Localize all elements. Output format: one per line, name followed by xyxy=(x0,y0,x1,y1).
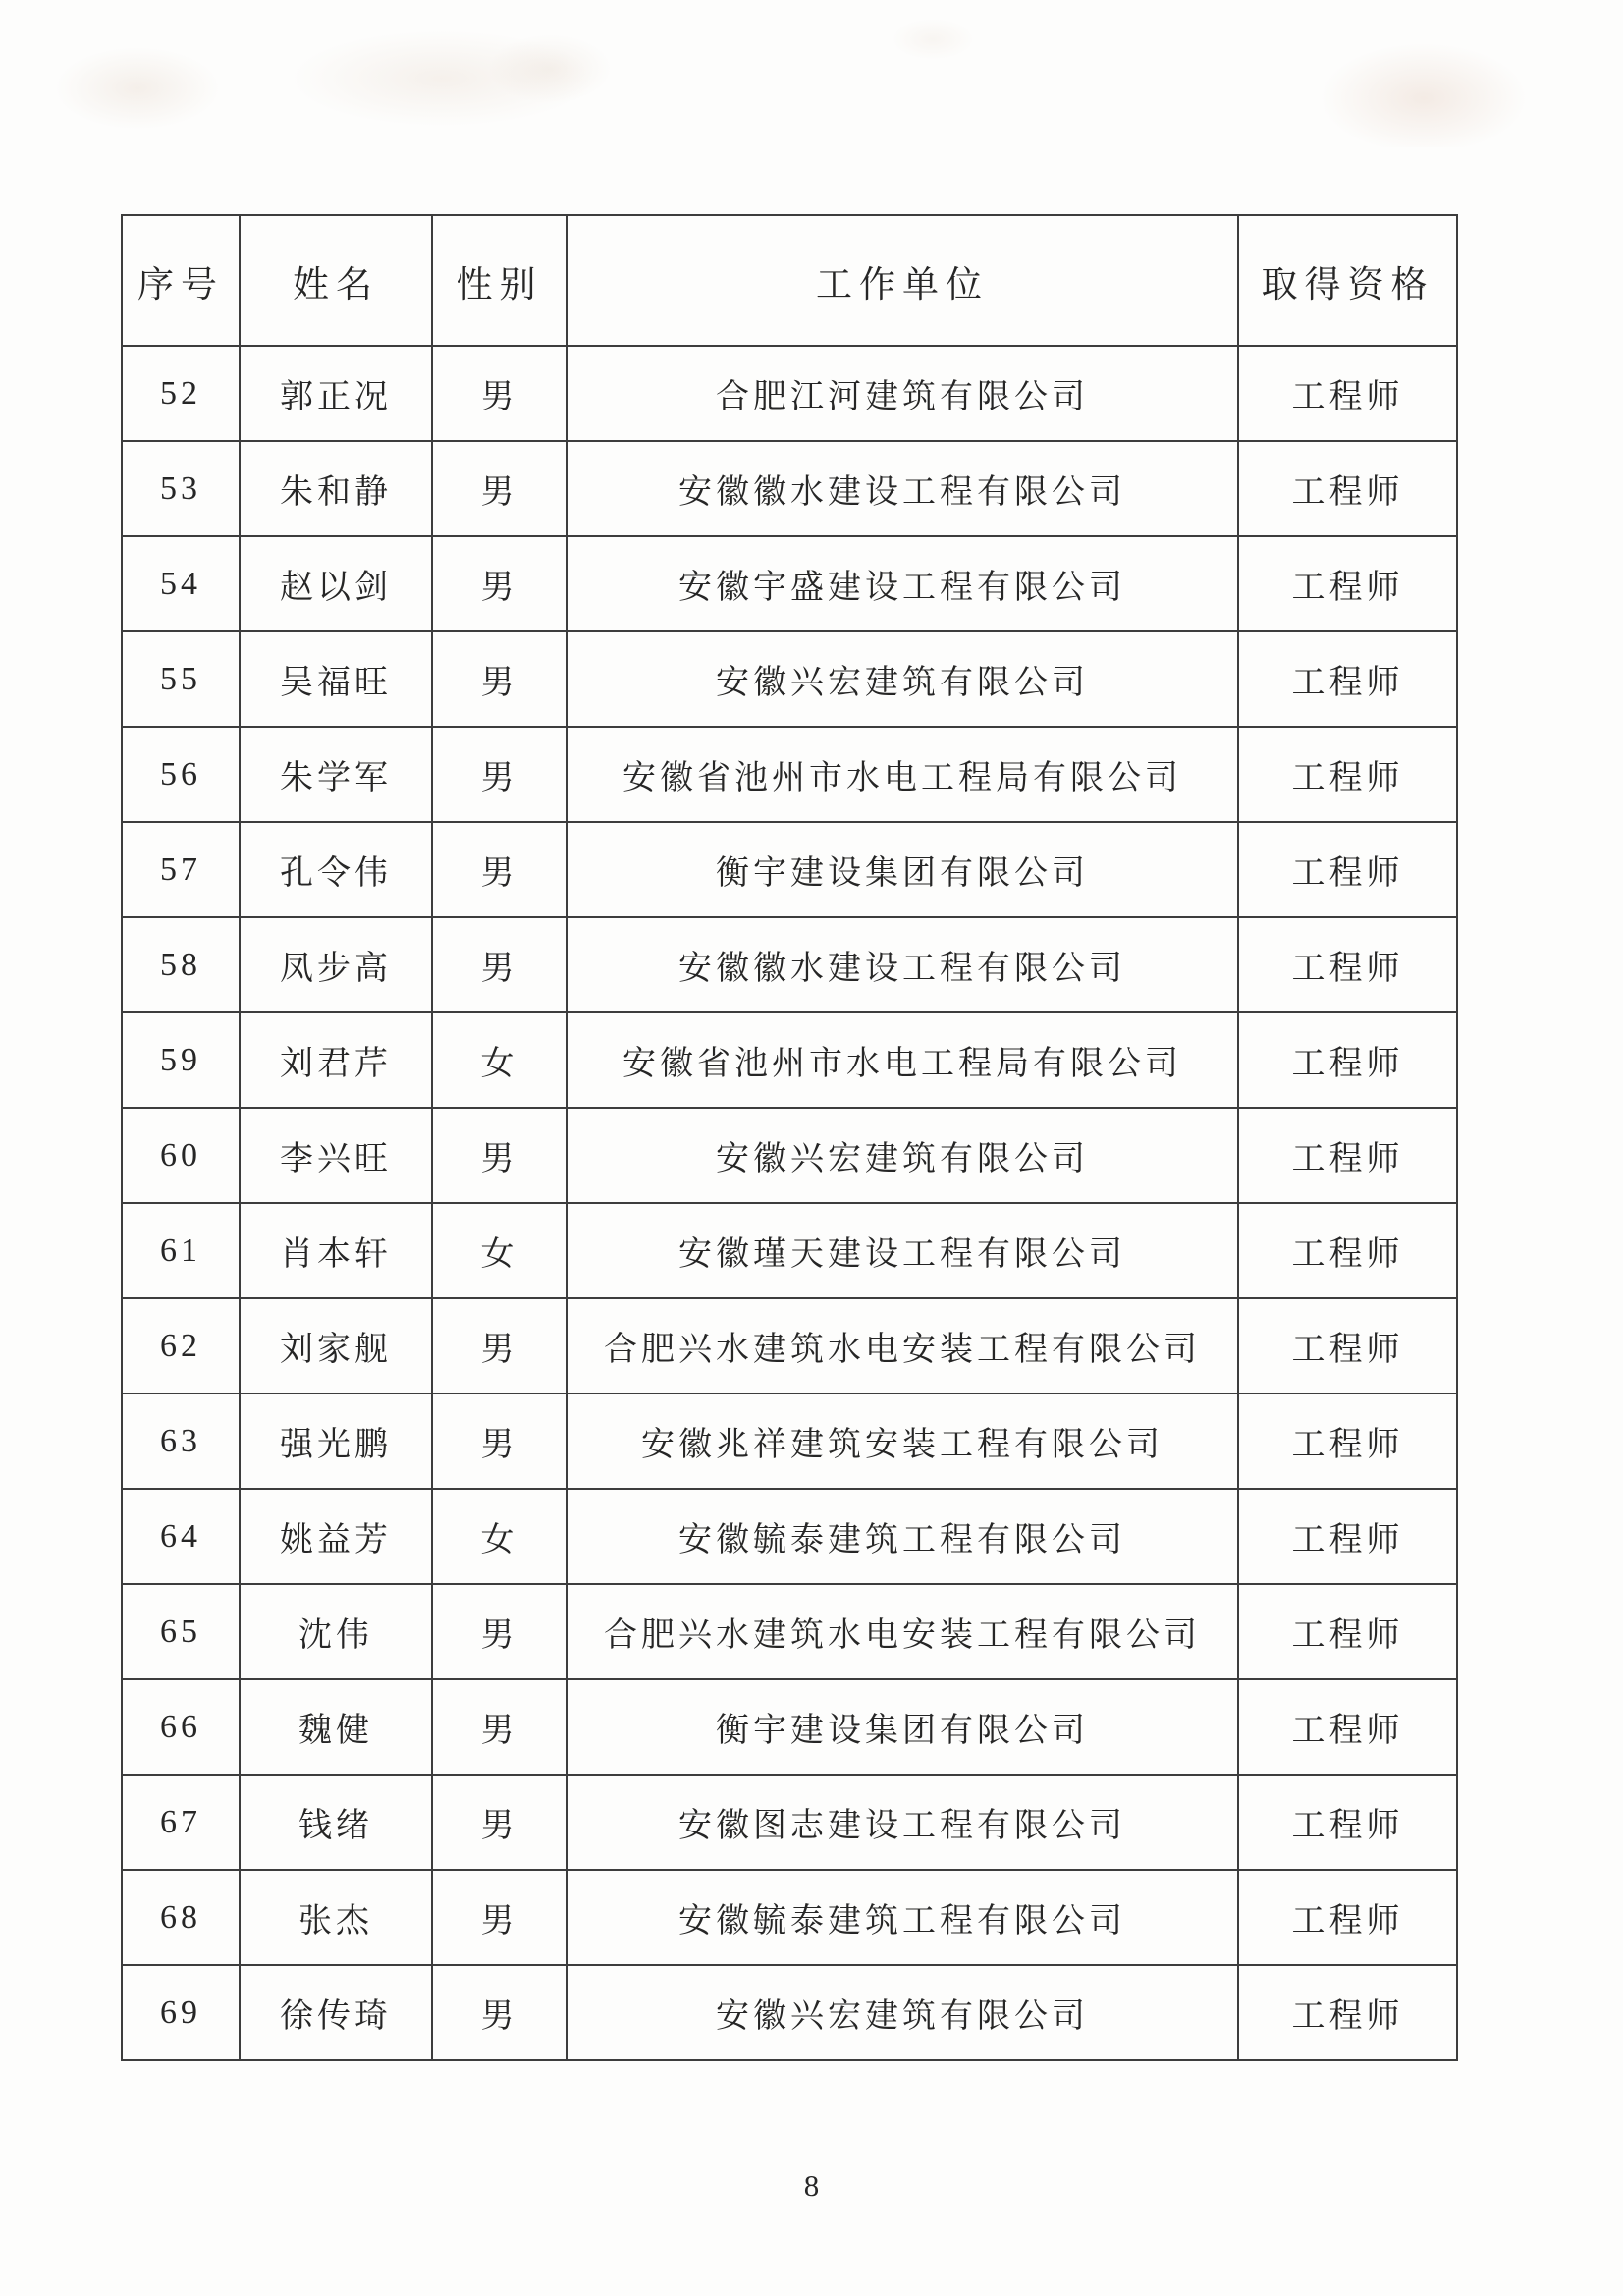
cell-qualification: 工程师 xyxy=(1238,1870,1457,1965)
cell-name: 魏健 xyxy=(240,1679,432,1775)
table-row xyxy=(122,1394,1457,1489)
cell-serial-number: 54 xyxy=(122,536,240,631)
cell-serial-number: 55 xyxy=(122,631,240,727)
cell-serial-number: 67 xyxy=(122,1775,240,1870)
cell-serial-number: 52 xyxy=(122,346,240,441)
table-row xyxy=(122,1679,1457,1775)
cell-serial-number: 58 xyxy=(122,917,240,1012)
cell-serial-number: 59 xyxy=(122,1012,240,1108)
qualification-table xyxy=(121,214,1458,2061)
cell-employer: 安徽毓泰建筑工程有限公司 xyxy=(567,1489,1238,1584)
cell-gender: 男 xyxy=(432,536,567,631)
cell-name: 沈伟 xyxy=(240,1584,432,1679)
table-row xyxy=(122,346,1457,441)
cell-employer: 安徽兴宏建筑有限公司 xyxy=(567,631,1238,727)
cell-employer: 安徽徽水建设工程有限公司 xyxy=(567,441,1238,536)
cell-employer: 安徽省池州市水电工程局有限公司 xyxy=(567,727,1238,822)
cell-name: 朱和静 xyxy=(240,441,432,536)
cell-name: 张杰 xyxy=(240,1870,432,1965)
table-row xyxy=(122,917,1457,1012)
cell-employer: 安徽兆祥建筑安装工程有限公司 xyxy=(567,1394,1238,1489)
header-serial-number: 序号 xyxy=(122,215,240,346)
cell-gender: 男 xyxy=(432,1298,567,1394)
cell-serial-number: 68 xyxy=(122,1870,240,1965)
cell-qualification: 工程师 xyxy=(1238,822,1457,917)
cell-qualification: 工程师 xyxy=(1238,727,1457,822)
cell-name: 姚益芳 xyxy=(240,1489,432,1584)
cell-qualification: 工程师 xyxy=(1238,1012,1457,1108)
table-row xyxy=(122,727,1457,822)
table-row xyxy=(122,1489,1457,1584)
table-row xyxy=(122,1012,1457,1108)
table-row xyxy=(122,1203,1457,1298)
cell-qualification: 工程师 xyxy=(1238,1489,1457,1584)
cell-qualification: 工程师 xyxy=(1238,1203,1457,1298)
cell-qualification: 工程师 xyxy=(1238,1394,1457,1489)
cell-employer: 合肥兴水建筑水电安装工程有限公司 xyxy=(567,1298,1238,1394)
cell-qualification: 工程师 xyxy=(1238,1679,1457,1775)
cell-employer: 衡宇建设集团有限公司 xyxy=(567,822,1238,917)
cell-gender: 男 xyxy=(432,1679,567,1775)
cell-qualification: 工程师 xyxy=(1238,1108,1457,1203)
cell-name: 强光鹏 xyxy=(240,1394,432,1489)
table-row xyxy=(122,1584,1457,1679)
cell-serial-number: 62 xyxy=(122,1298,240,1394)
cell-employer: 合肥江河建筑有限公司 xyxy=(567,346,1238,441)
cell-qualification: 工程师 xyxy=(1238,441,1457,536)
cell-gender: 男 xyxy=(432,346,567,441)
cell-name: 肖本轩 xyxy=(240,1203,432,1298)
cell-qualification: 工程师 xyxy=(1238,917,1457,1012)
cell-serial-number: 57 xyxy=(122,822,240,917)
cell-name: 刘君芹 xyxy=(240,1012,432,1108)
table-row xyxy=(122,1775,1457,1870)
cell-gender: 男 xyxy=(432,1584,567,1679)
cell-gender: 女 xyxy=(432,1012,567,1108)
cell-name: 钱绪 xyxy=(240,1775,432,1870)
cell-employer: 安徽宇盛建设工程有限公司 xyxy=(567,536,1238,631)
cell-gender: 男 xyxy=(432,1870,567,1965)
cell-gender: 男 xyxy=(432,727,567,822)
cell-name: 刘家舰 xyxy=(240,1298,432,1394)
cell-name: 吴福旺 xyxy=(240,631,432,727)
table-header-row xyxy=(122,215,1457,346)
cell-serial-number: 66 xyxy=(122,1679,240,1775)
cell-employer: 安徽徽水建设工程有限公司 xyxy=(567,917,1238,1012)
table-row xyxy=(122,1870,1457,1965)
cell-name: 李兴旺 xyxy=(240,1108,432,1203)
cell-gender: 男 xyxy=(432,441,567,536)
table-body xyxy=(122,346,1457,2060)
header-name: 姓名 xyxy=(240,215,432,346)
cell-gender: 男 xyxy=(432,1108,567,1203)
table-row xyxy=(122,1298,1457,1394)
table-row xyxy=(122,822,1457,917)
cell-serial-number: 63 xyxy=(122,1394,240,1489)
cell-qualification: 工程师 xyxy=(1238,1298,1457,1394)
cell-employer: 合肥兴水建筑水电安装工程有限公司 xyxy=(567,1584,1238,1679)
cell-serial-number: 53 xyxy=(122,441,240,536)
cell-serial-number: 64 xyxy=(122,1489,240,1584)
table-row xyxy=(122,1965,1457,2060)
cell-employer: 衡宇建设集团有限公司 xyxy=(567,1679,1238,1775)
table-row xyxy=(122,536,1457,631)
table-header xyxy=(122,215,1457,346)
cell-serial-number: 60 xyxy=(122,1108,240,1203)
cell-name: 郭正况 xyxy=(240,346,432,441)
cell-employer: 安徽毓泰建筑工程有限公司 xyxy=(567,1870,1238,1965)
cell-name: 孔令伟 xyxy=(240,822,432,917)
table-row xyxy=(122,1108,1457,1203)
cell-name: 朱学军 xyxy=(240,727,432,822)
header-qualification: 取得资格 xyxy=(1238,215,1457,346)
table-row xyxy=(122,441,1457,536)
cell-employer: 安徽兴宏建筑有限公司 xyxy=(567,1108,1238,1203)
cell-qualification: 工程师 xyxy=(1238,1584,1457,1679)
scan-artifact xyxy=(0,0,1623,147)
cell-qualification: 工程师 xyxy=(1238,631,1457,727)
cell-gender: 女 xyxy=(432,1203,567,1298)
header-employer: 工作单位 xyxy=(567,215,1238,346)
cell-gender: 男 xyxy=(432,822,567,917)
cell-gender: 男 xyxy=(432,631,567,727)
cell-name: 赵以剑 xyxy=(240,536,432,631)
cell-employer: 安徽省池州市水电工程局有限公司 xyxy=(567,1012,1238,1108)
cell-qualification: 工程师 xyxy=(1238,346,1457,441)
cell-qualification: 工程师 xyxy=(1238,1965,1457,2060)
cell-qualification: 工程师 xyxy=(1238,536,1457,631)
cell-employer: 安徽兴宏建筑有限公司 xyxy=(567,1965,1238,2060)
cell-serial-number: 61 xyxy=(122,1203,240,1298)
cell-employer: 安徽图志建设工程有限公司 xyxy=(567,1775,1238,1870)
cell-gender: 男 xyxy=(432,1965,567,2060)
cell-serial-number: 56 xyxy=(122,727,240,822)
cell-gender: 女 xyxy=(432,1489,567,1584)
cell-gender: 男 xyxy=(432,917,567,1012)
page-number: 8 xyxy=(803,2168,820,2203)
cell-name: 凤步高 xyxy=(240,917,432,1012)
header-gender: 性别 xyxy=(432,215,567,346)
cell-gender: 男 xyxy=(432,1775,567,1870)
cell-serial-number: 69 xyxy=(122,1965,240,2060)
cell-qualification: 工程师 xyxy=(1238,1775,1457,1870)
cell-gender: 男 xyxy=(432,1394,567,1489)
cell-name: 徐传琦 xyxy=(240,1965,432,2060)
table-row xyxy=(122,631,1457,727)
cell-employer: 安徽瑾天建设工程有限公司 xyxy=(567,1203,1238,1298)
cell-serial-number: 65 xyxy=(122,1584,240,1679)
